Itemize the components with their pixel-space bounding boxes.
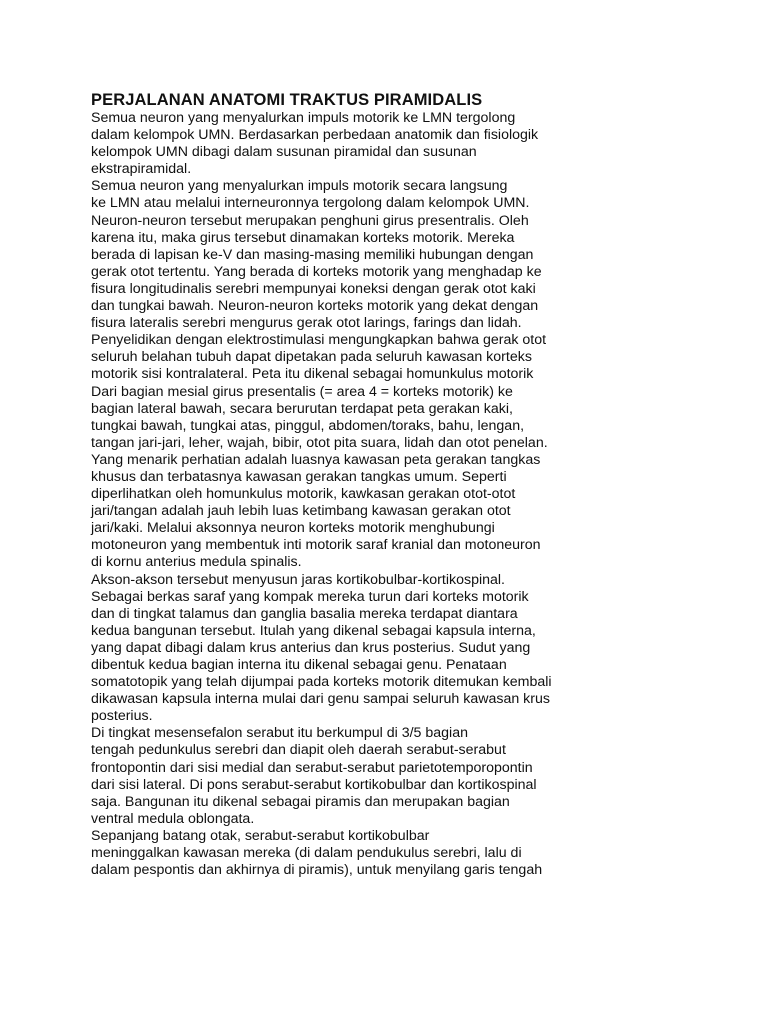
text-line: dikawasan kapsula interna mulai dari genu sampai seluruh kawasan krus [91,691,550,708]
text-line: fisura longitudinalis serebri mempunyai koneksi dengan gerak otot kaki [91,280,536,297]
text-line: frontopontin dari sisi medial dan serabut-serabut parietotemporopontin [91,759,533,776]
text-line: dalam pespontis dan akhirnya di piramis), untuk menyilang garis tengah [91,862,543,879]
text-line: motoneuron yang membentuk inti motorik saraf kranial dan motoneuron [91,537,541,554]
text-line: tengah pedunkulus serebri dan diapit oleh daerah serabut-serabut [91,742,506,759]
text-line: seluruh belahan tubuh dapat dipetakan pada seluruh kawasan korteks [91,349,532,366]
text-line: dan tungkai bawah. Neuron-neuron korteks motorik yang dekat dengan [91,298,539,315]
text-line: Akson-akson tersebut menyusun jaras kortikobulbar-kortikospinal. [91,571,506,588]
text-line: Sebagai berkas saraf yang kompak mereka turun dari korteks motorik [91,588,529,605]
text-line: jari/kaki. Melalui aksonnya neuron korteks motorik menghubungi [91,520,495,537]
text-line: tangan jari-jari, leher, wajah, bibir, otot pita suara, lidah dan otot penelan. [91,434,548,451]
text-line: meninggalkan kawasan mereka (di dalam pendukulus serebri, lalu di [91,845,522,862]
text-line: karena itu, maka girus tersebut dinamakan korteks motorik. Mereka [91,229,515,246]
text-line: ventral medula oblongata. [91,810,255,827]
text-line: berada di lapisan ke-V dan masing-masing memiliki hubungan dengan [91,246,534,263]
text-line: Sepanjang batang otak, serabut-serabut kortikobulbar [91,827,430,844]
text-line: gerak otot tertentu. Yang berada di korteks motorik yang menghadap ke [91,263,542,280]
text-line: Neuron-neuron tersebut merupakan penghuni girus presentralis. Oleh [91,212,529,229]
paragraph-text [91,110,691,879]
text-line: dalam kelompok UMN. Berdasarkan perbedaan anatomik dan fisiologik [91,127,539,144]
text-line: bagian lateral bawah, secara berurutan terdapat peta gerakan kaki, [91,400,513,417]
text-line: fisura lateralis serebri mengurus gerak otot larings, farings dan lidah. [91,315,522,332]
text-line: di kornu anterius medula spinalis. [91,554,302,571]
text-line: tungkai bawah, tungkai atas, pinggul, abdomen/toraks, bahu, lengan, [91,417,525,434]
text-line: dibentuk kedua bagian interna itu dikenal sebagai genu. Penataan [91,657,507,673]
text-line: yang dapat dibagi dalam krus anterius dan krus posterius. Sudut yang [91,639,531,656]
text-line: kelompok UMN dibagi dalam susunan piramidal dan susunan [91,144,477,161]
text-line: ke LMN atau melalui interneuronnya tergolong dalam kelompok UMN. [91,195,530,212]
text-line: somatotopik yang telah dijumpai pada korteks motorik ditemukan kembali [91,674,552,691]
text-line: dan di tingkat talamus dan ganglia basalia mereka terdapat diantara [91,605,518,622]
text-line: Semua neuron yang menyalurkan impuls motorik ke LMN tergolong [91,110,516,126]
text-line: jari/tangan adalah jauh lebih luas ketimbang kawasan gerakan otot [91,503,511,520]
text-line: motorik sisi kontralateral. Peta itu dikenal sebagai homunkulus motorik [91,366,534,383]
text-line: kedua bangunan tersebut. Itulah yang dikenal sebagai kapsula interna, [91,622,536,639]
text-line: Yang menarik perhatian adalah luasnya kawasan peta gerakan tangkas [91,451,541,468]
text-line: dari sisi lateral. Di pons serabut-serabut kortikobulbar dan kortikospinal [91,776,537,793]
text-line: diperlihatkan oleh homunkulus motorik, kawkasan gerakan otot-otot [91,486,516,503]
text-line: Di tingkat mesensefalon serabut itu berkumpul di 3/5 bagian [91,725,468,742]
text-line: Dari bagian mesial girus presentalis (= area 4 = korteks motorik) ke [91,383,513,400]
text-line: Penyelidikan dengan elektrostimulasi mengungkapkan bahwa gerak otot [91,332,547,349]
text-line: Semua neuron yang menyalurkan impuls motorik secara langsung [91,178,508,195]
text-line: posterius. [91,708,153,725]
document-title: PERJALANAN ANATOMI TRAKTUS PIRAMIDALIS [91,91,483,109]
text-line: ekstrapiramidal. [91,161,192,178]
document-body [91,90,691,879]
text-line: saja. Bangunan itu dikenal sebagai piramis dan merupakan bagian [91,793,510,810]
text-line: khusus dan terbatasnya kawasan gerakan tangkas umum. Seperti [91,468,507,485]
